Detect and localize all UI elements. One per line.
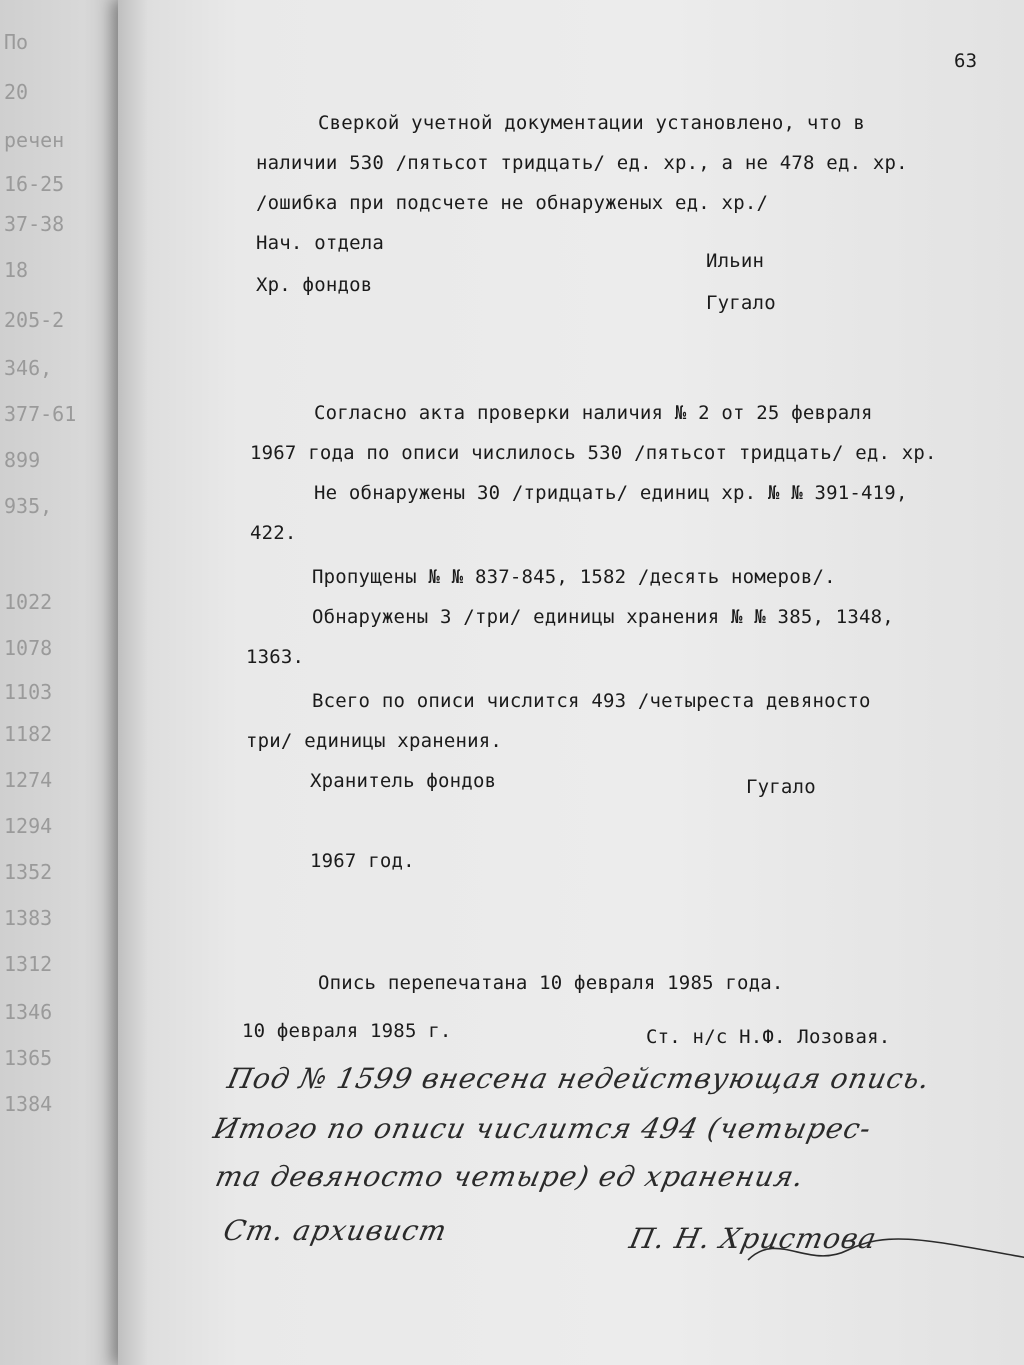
fragment: 1384 — [4, 1092, 53, 1116]
fragment: 1312 — [4, 952, 53, 976]
reprint-note: Опись перепечатана 10 февраля 1985 года. — [318, 972, 784, 994]
text-line: наличии 530 /пятьсот тридцать/ ед. хр., а не 478 ед. хр. — [256, 152, 908, 174]
fragment: 1078 — [4, 636, 53, 660]
fragment: 1182 — [4, 722, 53, 746]
signature-name: Гугало — [746, 776, 816, 798]
fragment: 16-25 — [4, 172, 65, 196]
fragment: 935, — [4, 494, 53, 518]
reprint-signer: Ст. н/с Н.Ф. Лозовая. — [646, 1026, 891, 1048]
fragment: По — [4, 30, 29, 54]
fragment: 377-61 — [4, 402, 77, 426]
text-line: 1967 года по описи числилось 530 /пятьсот тридцать/ ед. хр. — [250, 442, 937, 464]
fragment: 1294 — [4, 814, 53, 838]
fragment: 1365 — [4, 1046, 53, 1070]
signature-name: Ильин — [706, 250, 765, 272]
handwritten-line: Итого по описи числится 494 (четырес- — [210, 1112, 875, 1145]
fragment: 346, — [4, 356, 53, 380]
fragment: 899 — [4, 448, 41, 472]
fragment: 37-38 — [4, 212, 65, 236]
signature-role: Хр. фондов — [256, 274, 373, 296]
fragment: 1352 — [4, 860, 53, 884]
fragment: 1383 — [4, 906, 53, 930]
text-line: Пропущены № № 837-845, 1582 /десять номеров/. — [312, 566, 836, 588]
page-number: 63 — [954, 50, 978, 72]
fragment: 1346 — [4, 1000, 53, 1024]
text-line: Всего по описи числится 493 /четыреста девяносто — [312, 690, 871, 712]
text-line: Не обнаружены 30 /тридцать/ единиц хр. № № 391-419, — [314, 482, 908, 504]
fragment: 18 — [4, 258, 29, 282]
text-line: 422. — [250, 522, 297, 544]
text-line: 1363. — [246, 646, 305, 668]
handwritten-line: та девяносто четыре) ед хранения. — [212, 1160, 808, 1193]
handwritten-signature: П. Н. Христова — [626, 1222, 880, 1255]
signature-flourish — [738, 1210, 1024, 1280]
fragment: 205-2 — [4, 308, 65, 332]
signature-role: Нач. отдела — [256, 232, 385, 254]
fragment: 1103 — [4, 680, 53, 704]
signature-role: Хранитель фондов — [310, 770, 497, 792]
text-line: /ошибка при подсчете не обнаруженых ед. хр./ — [256, 192, 769, 214]
fragment: 1022 — [4, 590, 53, 614]
text-line: Обнаружены 3 /три/ единицы хранения № № 385, 1348, — [312, 606, 894, 628]
handwritten-role: Ст. архивист — [220, 1214, 451, 1247]
fragment: речен — [4, 128, 65, 152]
fragment: 20 — [4, 80, 29, 104]
text-line: три/ единицы хранения. — [246, 730, 503, 752]
reprint-date: 10 февраля 1985 г. — [242, 1020, 452, 1042]
signature-name: Гугало — [706, 292, 776, 314]
text-line: Согласно акта проверки наличия № 2 от 25 февраля — [314, 402, 873, 424]
document-sheet — [118, 0, 1024, 1365]
handwritten-line: Под № 1599 внесена недействующая опись. — [224, 1062, 934, 1095]
fragment: 1274 — [4, 768, 53, 792]
document-year: 1967 год. — [310, 850, 415, 872]
text-line: Сверкой учетной документации установлено, что в — [318, 112, 866, 134]
